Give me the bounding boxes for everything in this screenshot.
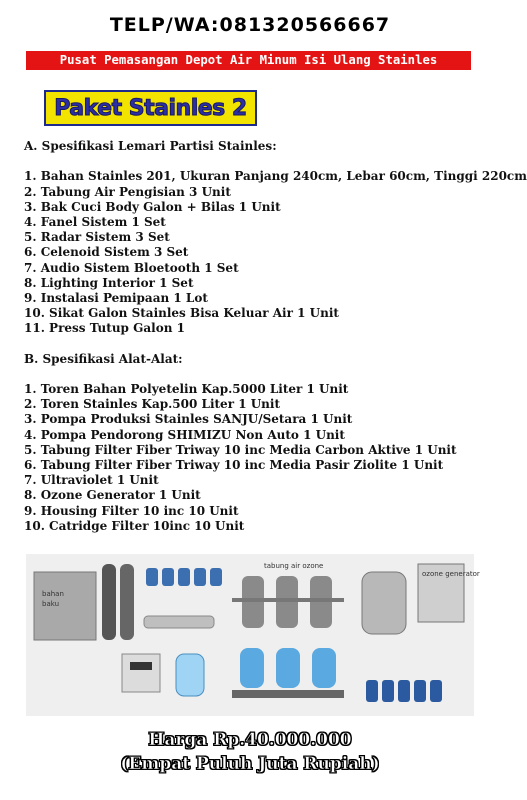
section-a-item: 8. Lighting Interior 1 Set bbox=[24, 275, 194, 290]
filling-gallons bbox=[232, 648, 344, 698]
section-b-item: 5. Tabung Filter Fiber Triway 10 inc Media Carbon Aktive 1 Unit bbox=[24, 442, 457, 457]
section-b-item: 2. Toren Stainles Kap.500 Liter 1 Unit bbox=[24, 397, 281, 412]
ozone-generator-label: ozone generator bbox=[422, 570, 480, 578]
package-title: Paket Stainles 2 bbox=[54, 95, 247, 121]
section-a-item: 5. Radar Sistem 3 Set bbox=[24, 230, 170, 245]
section-a-item: 2. Tabung Air Pengisian 3 Unit bbox=[24, 184, 231, 199]
fiber-filter-tube bbox=[120, 564, 134, 640]
ozone-generator-unit bbox=[122, 654, 160, 692]
section-b-item: 4. Pompa Pendorong SHIMIZU Non Auto 1 Unit bbox=[24, 427, 345, 442]
gallon-bottle bbox=[176, 654, 204, 696]
section-b-title: B. Spesifikasi Alat-Alat: bbox=[24, 351, 183, 366]
bahan-label: bahan bbox=[42, 590, 64, 598]
section-a-item: 7. Audio Sistem Bloetooth 1 Set bbox=[24, 260, 239, 275]
fiber-filter-tube bbox=[102, 564, 116, 640]
price-amount: Harga Rp.40.000.000 bbox=[148, 730, 352, 750]
section-a-item: 6. Celenoid Sistem 3 Set bbox=[24, 245, 189, 260]
specification-list bbox=[24, 139, 527, 534]
section-b-item: 1. Toren Bahan Polyetelin Kap.5000 Liter 1 Unit bbox=[24, 382, 349, 396]
equipment-illustration bbox=[26, 554, 480, 716]
section-b-item: 6. Tabung Filter Fiber Triway 10 inc Media Pasir Ziolite 1 Unit bbox=[24, 457, 444, 472]
baku-label: baku bbox=[42, 600, 60, 608]
section-a-item: 3. Bak Cuci Body Galon + Bilas 1 Unit bbox=[24, 199, 281, 214]
section-a-item: 9. Instalasi Pemipaan 1 Lot bbox=[24, 290, 208, 305]
section-a-item: 10. Sikat Galon Stainles Bisa Keluar Air 1 Unit bbox=[24, 306, 339, 321]
section-a-title: A. Spesifikasi Lemari Partisi Stainles: bbox=[24, 139, 277, 153]
ultraviolet-lamp bbox=[144, 616, 214, 628]
housing-filter-row bbox=[146, 568, 222, 586]
package-title-badge bbox=[44, 90, 257, 126]
promo-banner: Pusat Pemasangan Depot Air Minum Isi Ulang Stainles bbox=[26, 51, 471, 70]
section-b-item: 7. Ultraviolet 1 Unit bbox=[24, 473, 159, 488]
section-a-item: 1. Bahan Stainles 201, Ukuran Panjang 240cm, Lebar 60cm, Tinggi 220cm bbox=[24, 169, 527, 184]
section-b-item: 9. Housing Filter 10 inc 10 Unit bbox=[24, 503, 239, 518]
section-b-item: 8. Ozone Generator 1 Unit bbox=[24, 488, 201, 503]
filling-tanks bbox=[232, 576, 344, 628]
phone-number: TELP/WA:081320566667 bbox=[109, 14, 391, 36]
section-b-item: 3. Pompa Produksi Stainles SANJU/Setara 1 Unit bbox=[24, 412, 353, 427]
stainless-toren bbox=[362, 572, 406, 634]
section-a-item: 11. Press Tutup Galon 1 bbox=[24, 321, 185, 336]
tabung-air-ozone-label: tabung air ozone bbox=[264, 562, 324, 570]
catridge-filter-row bbox=[366, 680, 442, 702]
section-a-item: 4. Fanel Sistem 1 Set bbox=[24, 214, 166, 229]
price-words: (Empat Puluh Juta Rupiah) bbox=[120, 754, 380, 774]
section-b-item: 10. Catridge Filter 10inc 10 Unit bbox=[24, 518, 245, 533]
